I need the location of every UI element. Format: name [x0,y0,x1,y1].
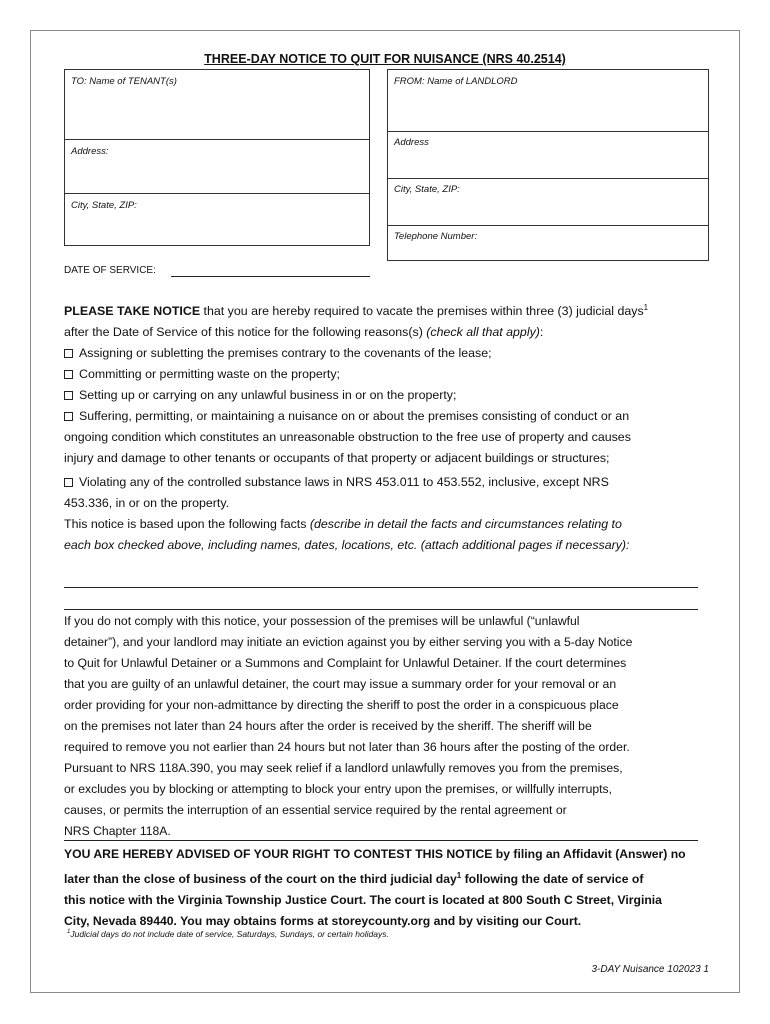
warning-line: If you do not comply with this notice, your possession of the premises will be unlawful (“unlawful [64,614,580,628]
date-of-service-label: DATE OF SERVICE: [64,265,156,276]
warning-line: order providing for your non-admittance by directing the sheriff to post the order in a conspicuous place [64,698,619,712]
checkbox-item-assigning [64,343,724,364]
facts-line-2: each box checked above, including names, dates, locations, etc. (attach additional pages if necessary): [64,538,630,552]
page-title: THREE-DAY NOTICE TO QUIT FOR NUISANCE (NRS 40.2514) [204,52,566,66]
landlord-name-label: FROM: Name of LANDLORD [394,76,518,87]
tenant-address-box[interactable] [64,139,370,194]
landlord-phone-label: Telephone Number: [394,231,478,242]
notice-lead: PLEASE TAKE NOTICE [64,304,201,319]
tenant-city-label: City, State, ZIP: [71,200,137,211]
checkbox-substance-cont: 453.336, in or on the property. [64,496,230,510]
checkbox-item-nuisance [64,406,724,427]
warning-line: to Quit for Unlawful Detainer or a Summons and Complaint for Unlawful Detainer. If the court determines [64,656,627,670]
notice-paragraph [64,297,724,343]
advise-paragraph [64,844,724,932]
warning-line: required to remove you not earlier than 24 hours but not later than 36 hours after the posting of the order. [64,740,630,754]
warning-line: NRS Chapter 118A. [64,824,171,838]
notice-page [30,30,740,993]
checkbox-label: Setting up or carrying on any unlawful business in or on the property; [79,388,457,402]
checkbox-item-waste [64,364,724,385]
checkbox-unlawful-business[interactable] [64,391,73,400]
advise-line: this notice with the Virginia Township Justice Court. The court is located at 800 South C Street, Virginia [64,893,662,908]
checkbox-waste[interactable] [64,370,73,379]
warning-line: on the premises not later than 24 hours after the order is received by the sheriff. The sheriff will be [64,719,592,733]
warning-line: that you are guilty of an unlawful detainer, the court may issue a summary order for your removal or an [64,677,617,691]
tenant-name-label: TO: Name of TENANT(s) [71,76,177,87]
section-divider [64,840,698,841]
facts-blank-line[interactable] [64,587,698,588]
date-of-service-line[interactable] [171,276,370,277]
checkbox-controlled-substance[interactable] [64,478,73,487]
checkbox-label: Assigning or subletting the premises contrary to the covenants of the lease; [79,346,492,360]
facts-line-1: This notice is based upon the following facts (describe in detail the facts and circumstances relating to [64,517,622,531]
checkbox-item-unlawful-business [64,385,724,406]
landlord-address-box[interactable] [387,131,709,179]
landlord-city-box[interactable] [387,178,709,226]
tenant-address-label: Address: [71,146,109,157]
checkbox-assigning[interactable] [64,349,73,358]
notice-sup: 1 [643,303,649,312]
warning-line: causes, or permits the interruption of an essential service required by the rental agreement or [64,803,567,817]
facts-blank-line[interactable] [64,609,698,610]
checkbox-item-controlled-substance [64,472,724,493]
landlord-city-label: City, State, ZIP: [394,184,460,195]
warning-line: Pursuant to NRS 118A.390, you may seek relief if a landlord unlawfully removes you from the premises, [64,761,623,775]
tenant-city-box[interactable] [64,193,370,246]
advise-line: City, Nevada 89440. You may obtains forms at storeycounty.org and by visiting our Court. [64,914,582,929]
page-footer: 3-DAY Nuisance 102023 1 [591,964,709,975]
landlord-phone-box[interactable] [387,225,709,261]
notice-text1: that you are hereby required to vacate the premises within three (3) judicial days [200,304,644,319]
advise-line: YOU ARE HEREBY ADVISED OF YOUR RIGHT TO CONTEST THIS NOTICE by filing an Affidavit (Answer) no [64,847,686,861]
notice-text2-italic: (check all that apply) [426,325,540,340]
warning-line: detainer”), and your landlord may initiate an eviction against you by either serving you with a 5-day Notice [64,635,633,649]
checkbox-list [64,343,724,556]
checkbox-nuisance[interactable] [64,412,73,421]
warning-paragraph [64,611,710,842]
notice-text2-end: : [539,325,544,340]
advise-line: later than the close of business of the court on the third judicial day$^1$ following the date of service of [64,871,644,887]
warning-line: or excludes you by blocking or attempting to block your entry upon the premises, or willfully interrupts, [64,782,613,796]
checkbox-label: Suffering, permitting, or maintaining a nuisance on or about the premises consisting of conduct or an [79,409,630,423]
checkbox-label: Violating any of the controlled substance laws in NRS 453.011 to 453.552, inclusive, except NRS [79,475,609,489]
footnote: $^1$Judicial days do not include date of service, Saturdays, Sundays, or certain holidays. [67,929,389,939]
landlord-address-label: Address [394,137,429,148]
checkbox-nuisance-cont: injury and damage to other tenants or occupants of that property or adjacent buildings or structures; [64,451,610,465]
tenant-name-box[interactable] [64,69,370,140]
notice-text2: after the Date of Service of this notice for the following reasons(s) [64,325,427,340]
checkbox-label: Committing or permitting waste on the property; [79,367,341,381]
checkbox-nuisance-cont: ongoing condition which constitutes an unreasonable obstruction to the free use of property and causes [64,430,631,444]
landlord-name-box[interactable] [387,69,709,132]
